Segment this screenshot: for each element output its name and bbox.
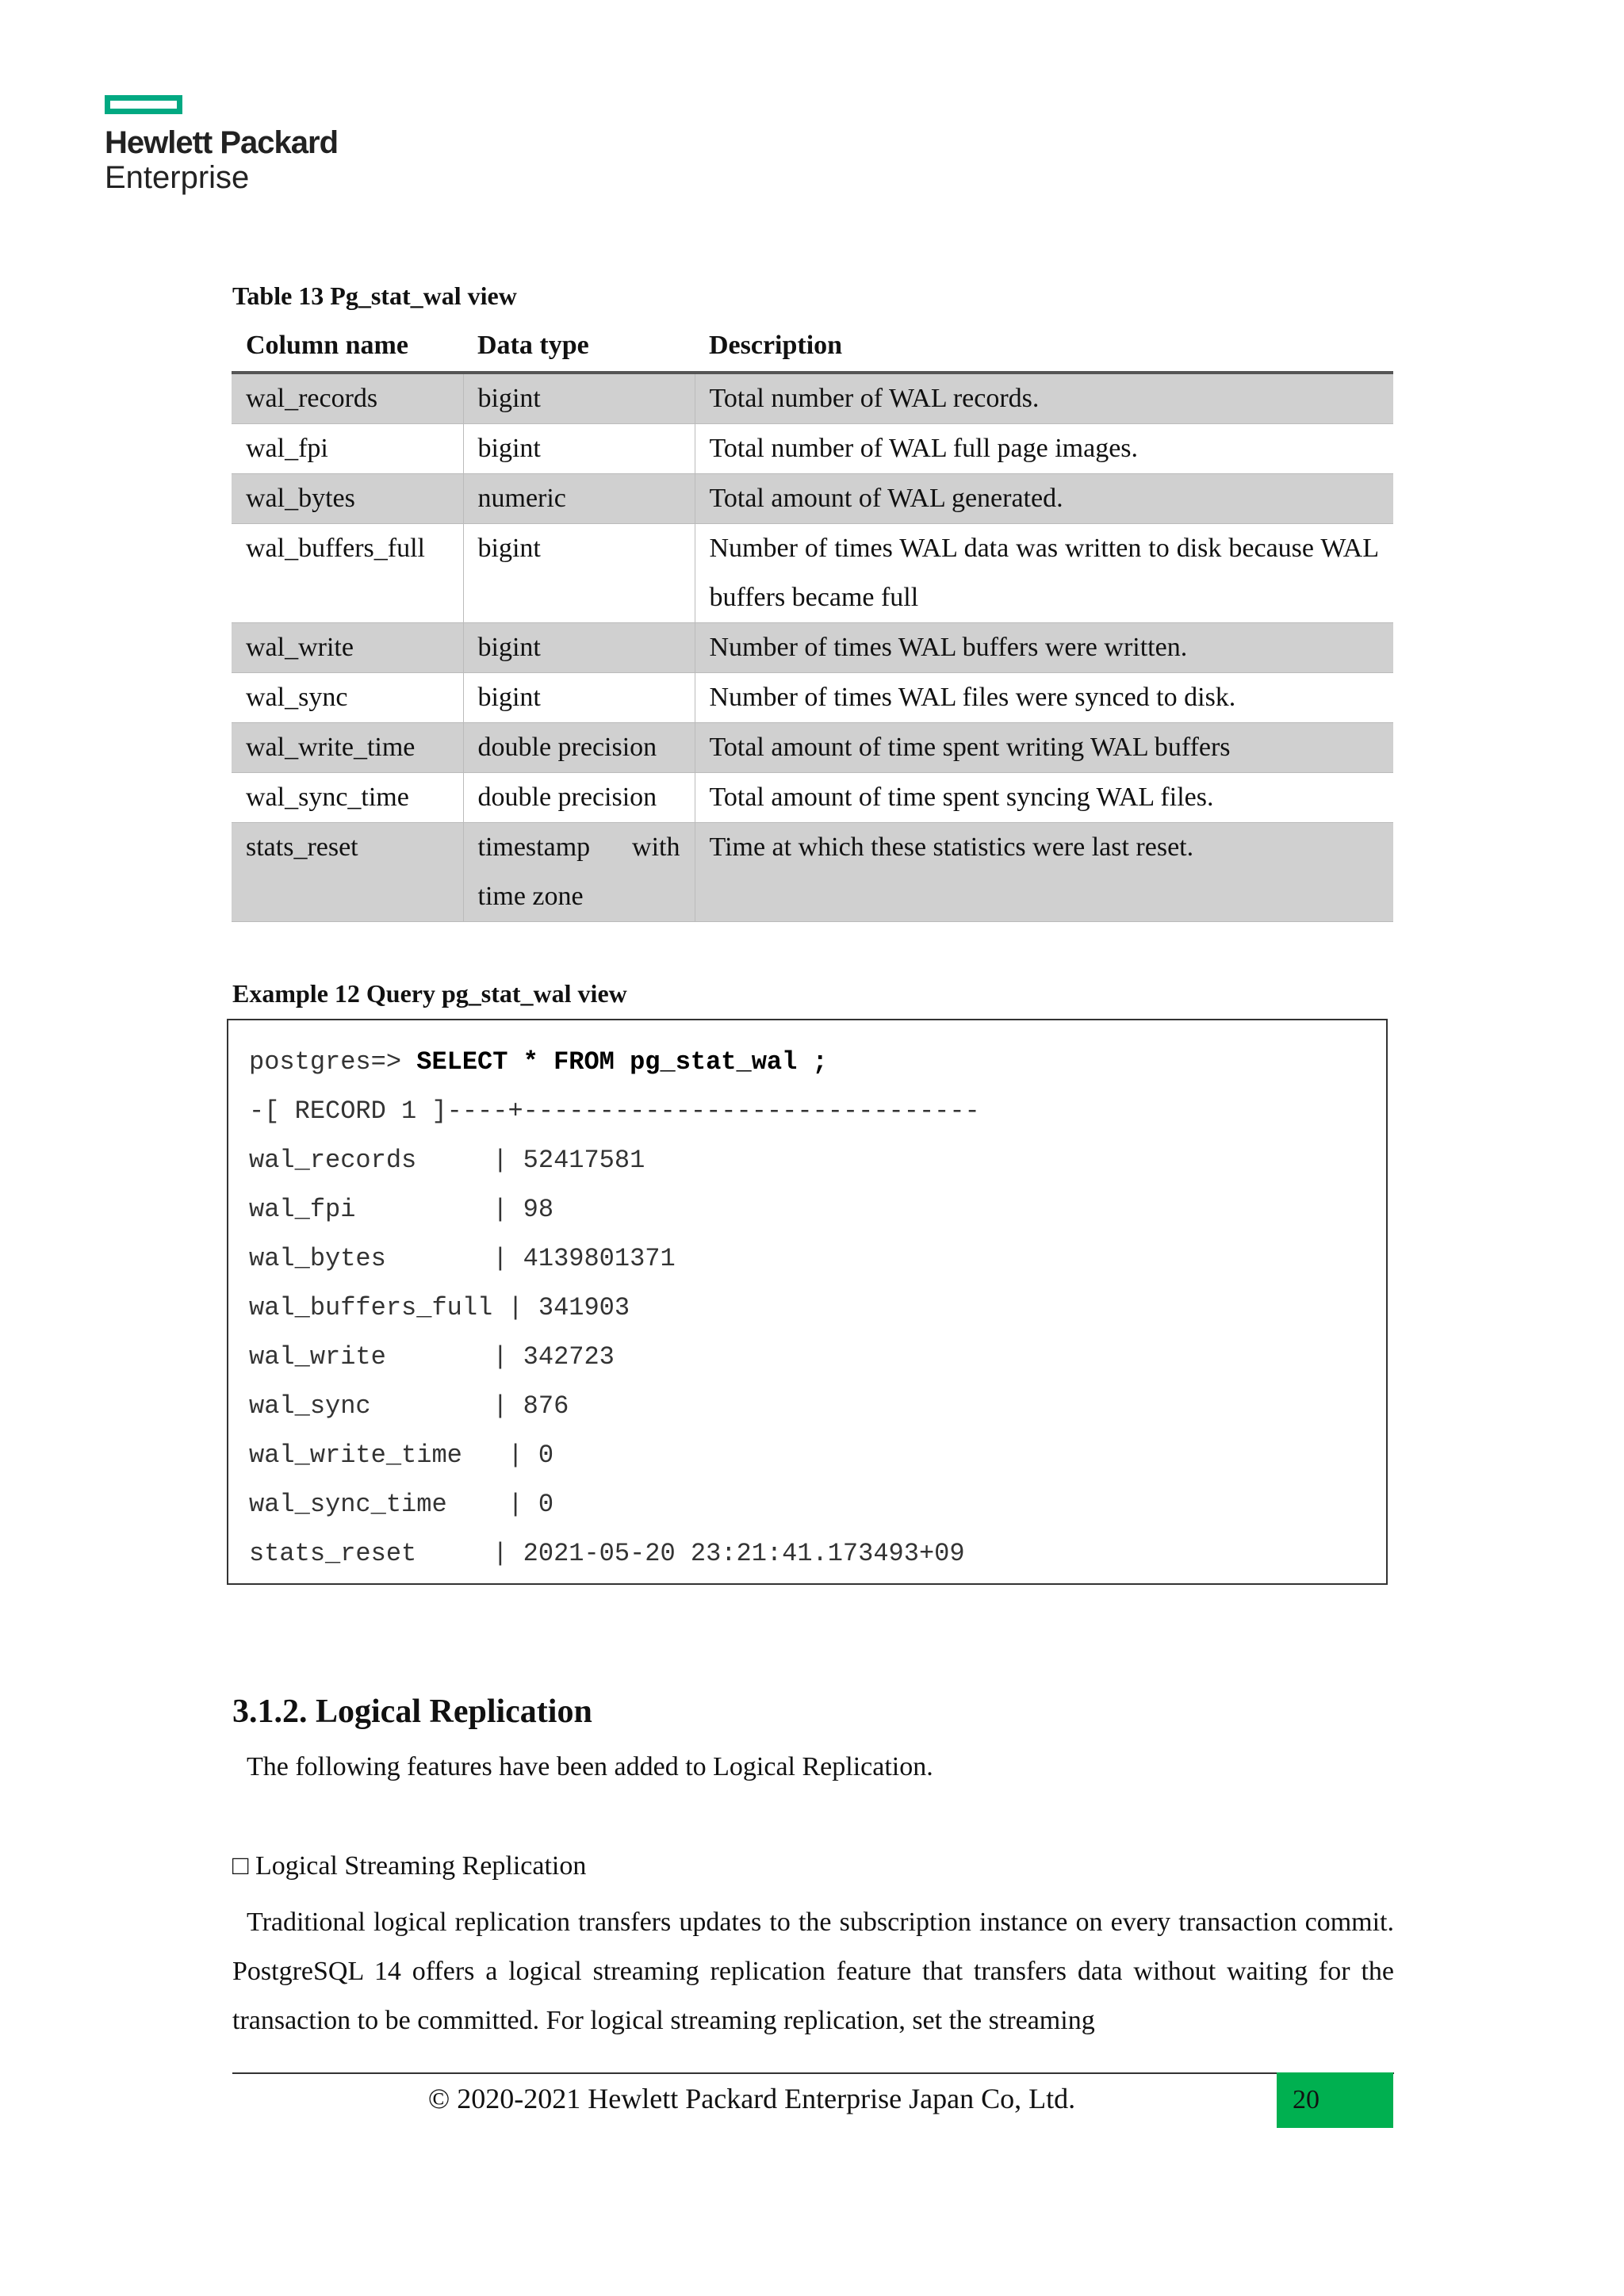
table-cell: Time at which these statistics were last reset. bbox=[695, 823, 1393, 922]
logo-line-1: Hewlett Packard bbox=[105, 125, 339, 160]
table-cell: wal_sync bbox=[232, 673, 463, 723]
table-row bbox=[232, 723, 1393, 773]
table-cell: bigint bbox=[463, 673, 695, 723]
table-cell: bigint bbox=[463, 524, 695, 623]
footer-copyright: © 2020-2021 Hewlett Packard Enterprise Japan Co, Ltd. bbox=[427, 2083, 1076, 2114]
table-cell: wal_records bbox=[232, 373, 463, 424]
table-cell: Total amount of WAL generated. bbox=[695, 474, 1393, 524]
code-line: wal_records | 52417581 bbox=[249, 1146, 645, 1175]
pg-stat-wal-table bbox=[232, 323, 1393, 922]
table-cell: wal_bytes bbox=[232, 474, 463, 524]
code-line: stats_reset | 2021-05-20 23:21:41.173493+09 bbox=[249, 1539, 965, 1568]
table-cell: double precision bbox=[463, 723, 695, 773]
code-line: wal_sync | 876 bbox=[249, 1391, 569, 1421]
column-header: Data type bbox=[463, 323, 695, 373]
column-header: Column name bbox=[232, 323, 463, 373]
code-line: wal_buffers_full | 341903 bbox=[249, 1293, 630, 1322]
table-cell: numeric bbox=[463, 474, 695, 524]
section-heading: 3.1.2. Logical Replication bbox=[232, 1693, 592, 1730]
code-line: wal_write | 342723 bbox=[249, 1342, 615, 1372]
logo-line-2: Enterprise bbox=[105, 160, 250, 195]
table-cell: bigint bbox=[463, 424, 695, 474]
table-cell: bigint bbox=[463, 373, 695, 424]
table-row bbox=[232, 424, 1393, 474]
table-caption: Table 13 Pg_stat_wal view bbox=[232, 281, 517, 310]
table-header-row bbox=[232, 323, 1393, 373]
code-line: wal_fpi | 98 bbox=[249, 1195, 554, 1224]
table-cell: bigint bbox=[463, 623, 695, 673]
table-cell: Total amount of time spent syncing WAL files. bbox=[695, 773, 1393, 823]
table-cell: wal_write bbox=[232, 623, 463, 673]
table-cell: wal_sync_time bbox=[232, 773, 463, 823]
table-row bbox=[232, 773, 1393, 823]
example-caption: Example 12 Query pg_stat_wal view bbox=[232, 979, 627, 1008]
hpe-logo-wordmark bbox=[105, 127, 338, 193]
table-cell: Total amount of time spent writing WAL buffers bbox=[695, 723, 1393, 773]
page-number: 20 bbox=[1277, 2072, 1393, 2128]
table-cell: Number of times WAL data was written to disk because WAL buffers became full bbox=[695, 524, 1393, 623]
table-cell: wal_buffers_full bbox=[232, 524, 463, 623]
code-line: wal_write_time | 0 bbox=[249, 1441, 554, 1470]
table-cell: Total number of WAL records. bbox=[695, 373, 1393, 424]
hpe-logo-element-icon bbox=[105, 95, 182, 114]
table-row bbox=[232, 524, 1393, 623]
column-header: Description bbox=[695, 323, 1393, 373]
section-intro: The following features have been added to Logical Replication. bbox=[247, 1752, 933, 1781]
code-prompt: postgres=> bbox=[249, 1047, 417, 1077]
code-example-box bbox=[227, 1019, 1388, 1585]
table-row bbox=[232, 623, 1393, 673]
table-cell: Number of times WAL buffers were written. bbox=[695, 623, 1393, 673]
code-line: -[ RECORD 1 ]----+------------------------------ bbox=[249, 1096, 980, 1126]
hpe-logo bbox=[105, 95, 338, 193]
table-cell: Number of times WAL files were synced to disk. bbox=[695, 673, 1393, 723]
body-paragraph: Traditional logical replication transfers updates to the subscription instance on every transaction commit. PostgreSQL 14 offers a logical streaming replication feature that transfers data without waiting for the transaction to be committed. For logical streaming replication, set the streaming bbox=[232, 1908, 1394, 2035]
table-cell: double precision bbox=[463, 773, 695, 823]
table-cell: Total number of WAL full page images. bbox=[695, 424, 1393, 474]
code-line: wal_sync_time | 0 bbox=[249, 1490, 554, 1519]
code-line: wal_bytes | 4139801371 bbox=[249, 1244, 676, 1273]
bullet-heading: □ Logical Streaming Replication bbox=[232, 1851, 587, 1881]
table-row bbox=[232, 373, 1393, 424]
table-cell: stats_reset bbox=[232, 823, 463, 922]
footer-divider bbox=[232, 2072, 1394, 2074]
table-cell: wal_fpi bbox=[232, 424, 463, 474]
table-cell: wal_write_time bbox=[232, 723, 463, 773]
table-row bbox=[232, 823, 1393, 922]
table-row bbox=[232, 474, 1393, 524]
code-command: SELECT * FROM pg_stat_wal ; bbox=[416, 1047, 828, 1077]
table-row bbox=[232, 673, 1393, 723]
code-command-line bbox=[249, 1038, 1365, 1087]
table-cell: timestamp with time zone bbox=[463, 823, 695, 922]
